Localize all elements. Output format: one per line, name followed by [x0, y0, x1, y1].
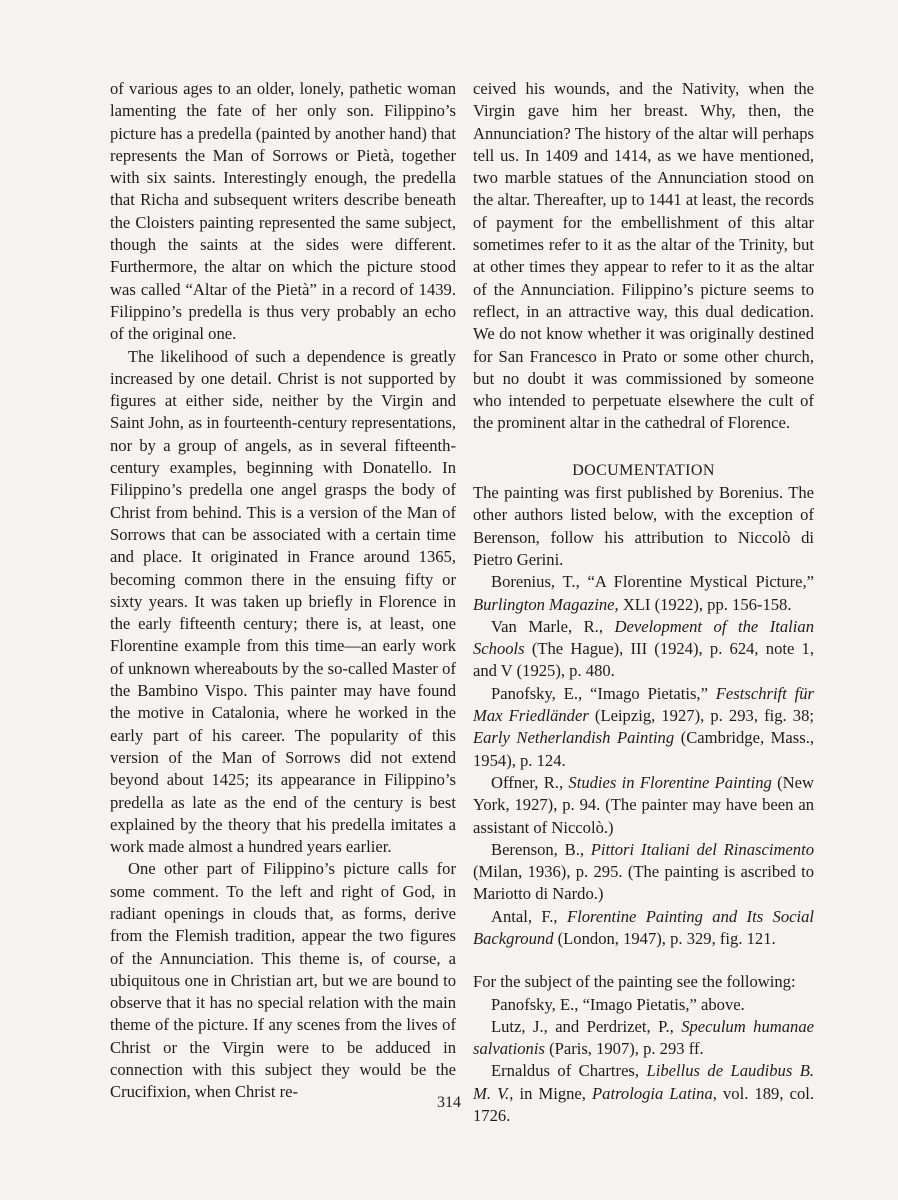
- reference-entry: Panofsky, E., “Imago Pietatis,” Festschrift für Max Friedländer (Leipzig, 1927), p. 293, fig. 38; Early Netherlandish Painting (Cambridge, Mass., 1954), p. 124.: [473, 683, 814, 770]
- paragraph: ceived his wounds, and the Nativity, when the Virgin gave him her breast. Why, then, the Annunciation? The history of the altar will perhaps tell us. In 1409 and 1414, as we have mentioned, two marble statues of the Annunciation stood on the altar. Thereafter, up to 1441 at least, the records of payment for the embellishment of this altar sometimes refer to it as the altar of the Trinity, but at other times they appear to refer to it as the altar of the Annunciation. Filippino’s picture seems to reflect, in an attractive way, this dual dedication. We do not know whether it was originally destined for San Francesco in Prato or some other church, but no doubt it was commissioned by someone who intended to perpetuate elsewhere the cult of the prominent altar in the cathedral of Florence.: [473, 79, 814, 433]
- reference-entry: Borenius, T., “A Florentine Mystical Picture,” Burlington Magazine, XLI (1922), pp. 156-158.: [473, 572, 814, 614]
- paragraph: One other part of Filippino’s picture calls for some comment. To the left and right of God, in radiant openings in clouds that, as forms, derive from the Flemish tradition, appear the two figures of the Annunciation. This theme is, of course, a ubiquitous one in Christian art, but we are bound to observe that it has no special relation with the main theme of the picture. If any scenes from the lives of Christ or the Virgin were to be adduced in connection with this subject they would be the Crucifixion, when Christ re-: [110, 859, 456, 1102]
- reference-entry: Panofsky, E., “Imago Pietatis,” above.: [491, 994, 745, 1014]
- subject-intro: For the subject of the painting see the following:: [473, 972, 796, 992]
- documentation-intro: The painting was first published by Borenius. The other authors listed below, with the exception of Berenson, follow his attribution to Niccolò di Pietro Gerini.: [473, 483, 814, 569]
- right-column: [473, 78, 814, 1127]
- left-column: [110, 78, 456, 1104]
- spacer: [473, 950, 814, 971]
- reference-entry: Berenson, B., Pittori Italiani del Rinascimento (Milan, 1936), p. 295. (The painting is ascribed to Mariotto di Nardo.): [473, 839, 814, 904]
- reference-entry: Lutz, J., and Perdrizet, P., Speculum humanae salvationis (Paris, 1907), p. 293 ff.: [473, 1016, 814, 1059]
- paragraph: The likelihood of such a dependence is greatly increased by one detail. Christ is not supported by figures at either side, neither by the Virgin and Saint John, as in fourteenth-century representations, nor by a group of angels, as in several fifteenth-century examples, beginning with Donatello. In Filippino’s predella one angel grasps the body of Christ from behind. This is a version of the Man of Sorrows that can be associated with a certain time and place. It originated in France around 1365, becoming common there in the ensuing fifty or sixty years. It was taken up briefly in Florence in the early fifteenth century; there is, at least, one Florentine example from this time—an early work of unknown whereabouts by the so-called Master of the Bambino Vispo. This painter may have found the motive in Catalonia, where he worked in the early part of his career. The popularity of this version of the Man of Sorrows did not extend beyond about 1425; its appearance in Filippino’s predella as late as the end of the century is best explained by the theory that his predella imitates a work made almost a hundred years earlier.: [110, 346, 456, 857]
- section-heading: DOCUMENTATION: [572, 461, 715, 479]
- reference-entry: Offner, R., Studies in Florentine Painting (New York, 1927), p. 94. (The painter may have been an assistant of Niccolò.): [473, 772, 814, 837]
- reference-entry: Van Marle, R., Development of the Italian Schools (The Hague), III (1924), p. 624, note 1, and V (1925), p. 480.: [473, 616, 814, 681]
- paragraph: of various ages to an older, lonely, pathetic woman lamenting the fate of her only son. Filippino’s picture has a predella (painted by another hand) that represents the Man of Sorrows or Pietà, together with six saints. Interestingly enough, the predella that Richa and subsequent writers describe beneath the Cloisters painting represented the same subject, though the saints at the sides were different. Furthermore, the altar on which the picture stood was called “Altar of the Pietà” in a record of 1439. Filippino’s predella is thus very probably an echo of the original one.: [110, 79, 456, 344]
- reference-entry: Ernaldus of Chartres, Libellus de Laudibus B. M. V., in Migne, Patrologia Latina, vol. 189, col. 1726.: [473, 1061, 815, 1126]
- reference-entry: Antal, F., Florentine Painting and Its Social Background (London, 1947), p. 329, fig. 121.: [473, 906, 815, 948]
- page-number: 314: [437, 1094, 461, 1111]
